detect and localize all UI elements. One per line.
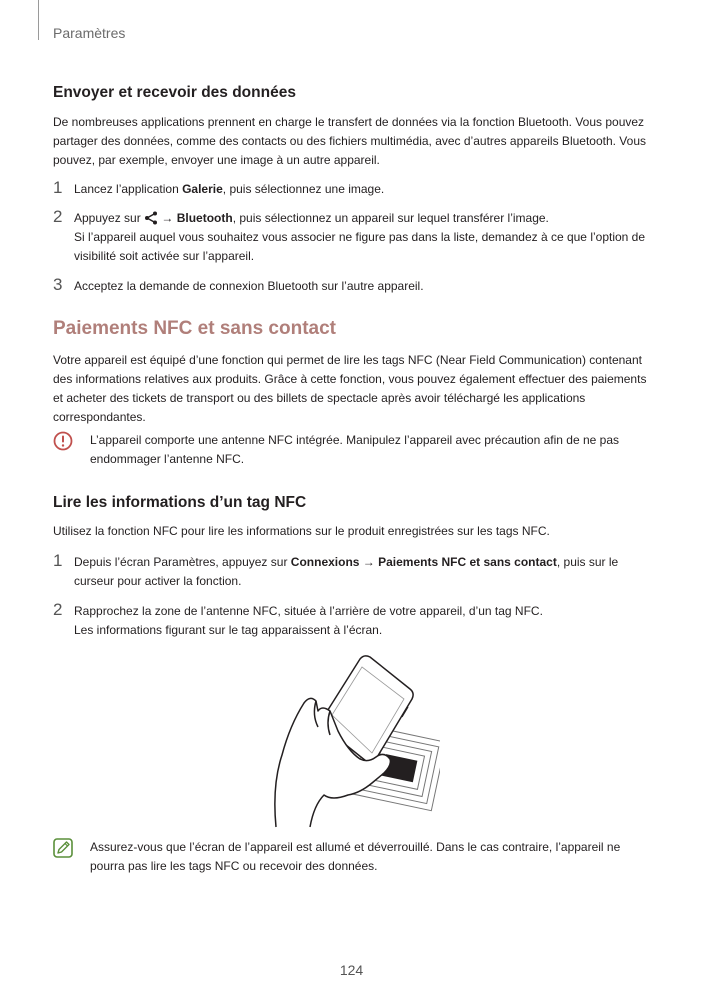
step-extra: Les informations figurant sur le tag apparaissent à l’écran.: [74, 623, 383, 637]
step-2: [53, 602, 658, 640]
caution-icon: [53, 431, 73, 451]
share-icon: [144, 211, 158, 225]
section-intro: Utilisez la fonction NFC pour lire les informations sur le produit enregistrées sur les tags NFC.: [53, 524, 550, 538]
note-text: Assurez-vous que l’écran de l’appareil est allumé et déverrouillé. Dans le cas contraire, l’appareil ne pourra pas lire les tags NFC ou recevoir des données.: [90, 840, 621, 873]
note-pencil-icon: [53, 838, 73, 858]
step-number: 1: [53, 551, 63, 570]
section-heading-read-tag: Lire les informations d’un tag NFC: [53, 494, 307, 511]
info-note: [53, 838, 658, 876]
step-3: [53, 277, 658, 296]
option-bluetooth: Bluetooth: [176, 211, 233, 225]
step-number: 3: [53, 275, 63, 294]
step-number: 2: [53, 207, 63, 226]
step-text: Appuyez sur → Bluetooth, puis sélectionnez un appareil sur lequel transférer l’image. Si l’appareil auquel vous souhaitez vous associer ne figure pas dans la liste, demandez à ce que l’option de visibilité soit activée sur l’appareil.: [74, 211, 646, 263]
menu-connexions: Connexions: [290, 555, 360, 569]
section-heading-nfc: Paiements NFC et sans contact: [53, 318, 336, 339]
nfc-illustration: [268, 655, 440, 830]
step-1: [53, 180, 658, 199]
step-number: 2: [53, 600, 63, 619]
step-text: Depuis l’écran Paramètres, appuyez sur Connexions → Paiements NFC et sans contact, puis sur le curseur pour activer la fonction.: [74, 555, 619, 588]
step-extra: Si l’appareil auquel vous souhaitez vous associer ne figure pas dans la liste, demandez à ce que l’option de visibilité soit activée sur l’appareil.: [74, 230, 646, 263]
step-2: [53, 209, 658, 266]
step-text: Acceptez la demande de connexion Bluetooth sur l’autre appareil.: [74, 279, 424, 293]
step-1: [53, 553, 658, 591]
app-name: Galerie: [182, 182, 223, 196]
section-intro: Votre appareil est équipé d’une fonction qui permet de lire les tags NFC (Near Field Communication) contenant des informations relatives aux produits. Grâce à cette fonction, vous pouvez également effectuer des paiements et acheter des tickets de transport ou des billets de spectacle après avoir téléchargé les applications correspondantes.: [53, 353, 647, 424]
caution-note: [53, 431, 658, 469]
caution-text: L’appareil comporte une antenne NFC intégrée. Manipulez l’appareil avec précaution afin de ne pas endommager l’antenne NFC.: [90, 433, 620, 466]
section-heading-send-receive: Envoyer et recevoir des données: [53, 84, 296, 101]
step-text: Rapprochez la zone de l’antenne NFC, située à l’arrière de votre appareil, d’un tag NFC. Les informations figurant sur le tag apparaissent à l’écran.: [74, 604, 543, 637]
menu-nfc-payments: Paiements NFC et sans contact: [378, 555, 557, 569]
page-number: 124: [339, 962, 364, 978]
step-text: Lancez l’application Galerie, puis sélectionnez une image.: [74, 182, 385, 196]
section-intro: De nombreuses applications prennent en charge le transfert de données via la fonction Bluetooth. Vous pouvez partager des données, comme des contacts ou des fichiers multimédia, avec d’autres appareils Bluetooth. Vous pouvez, par exemple, envoyer une image à un autre appareil.: [53, 115, 646, 167]
running-header: Paramètres: [53, 25, 126, 41]
step-number: 1: [53, 178, 63, 197]
header-rule: [38, 0, 39, 40]
